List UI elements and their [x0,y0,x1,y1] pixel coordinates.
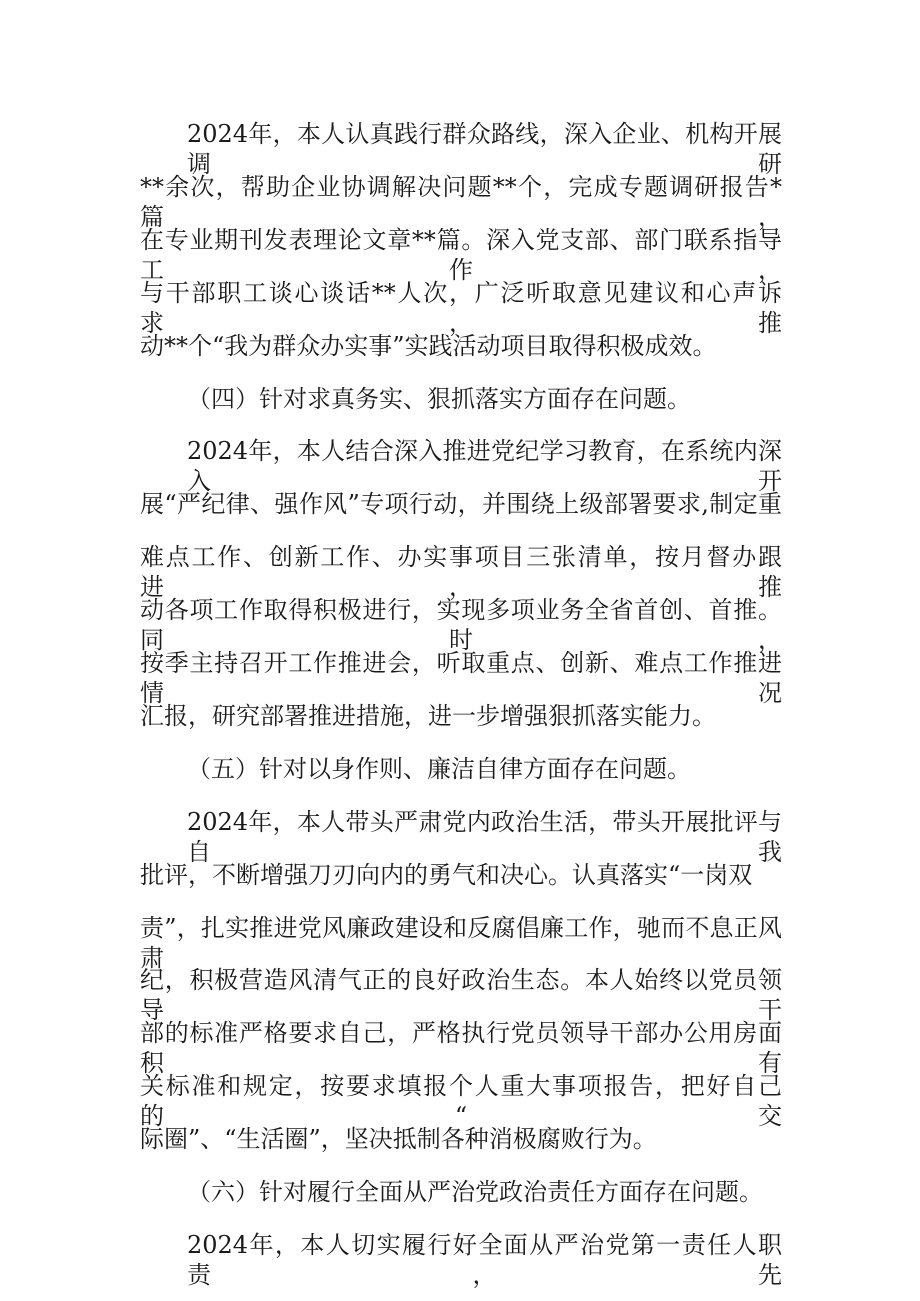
text-line: 际圈”、“生活圈”，坚决抵制各种消极腐败行为。 [140,1125,657,1153]
text-line: 2024年，本人结合深入推进党纪学习教育，在系统内深入开 [187,437,782,495]
text-line: 责”，扎实推进党风廉政建设和反腐倡廉工作，驰而不息正风肃 [140,914,782,972]
text-line: （五）针对以身作则、廉洁自律方面存在问题。 [187,755,691,783]
text-line: 关标准和规定，按要求填报个人重大事项报告，把好自己的“交 [140,1072,782,1130]
text-line: **余次，帮助企业协调解决问题**个，完成专题调研报告*篇， [140,173,782,231]
text-line: 批评，不断增强刀刃向内的勇气和决心。认真落实“一岗双 [140,861,753,889]
text-line: 动**个“我为群众办实事”实践活动项目取得积极成效。 [140,332,717,360]
text-line: 难点工作、创新工作、办实事项目三张清单，按月督办跟进，推 [140,543,782,601]
text-line: 部的标准严格要求自己，严格执行党员领导干部办公用房面积有 [140,1019,782,1077]
text-line: （四）针对求真务实、狠抓落实方面存在问题。 [187,385,691,413]
text-line: 2024年，本人带头严肃党内政治生活，带头开展批评与自我 [187,808,782,866]
text-line: 2024年，本人切实履行好全面从严治党第一责任人职责，先 [187,1231,782,1289]
text-line: 纪，积极营造风清气正的良好政治生态。本人始终以党员领导干 [140,966,782,1024]
text-line: 在专业期刊发表理论文章**篇。深入党支部、部门联系指导工作， [140,226,782,284]
text-line: （六）针对履行全面从严治党政治责任方面存在问题。 [187,1178,763,1206]
text-line: 动各项工作取得积极进行，实现多项业务全省首创、首推。同时， [140,596,782,654]
text-line: 2024年，本人认真践行群众路线，深入企业、机构开展调研 [187,120,782,178]
text-line: 汇报，研究部署推进措施，进一步增强狠抓落实能力。 [140,702,716,730]
text-line: 展“严纪律、强作风”专项行动，并围绕上级部署要求,制定重 [140,490,782,518]
text-line: 与干部职工谈心谈话**人次，广泛听取意见建议和心声诉求，推 [140,279,782,337]
text-line: 按季主持召开工作推进会，听取重点、创新、难点工作推进情况 [140,649,782,707]
